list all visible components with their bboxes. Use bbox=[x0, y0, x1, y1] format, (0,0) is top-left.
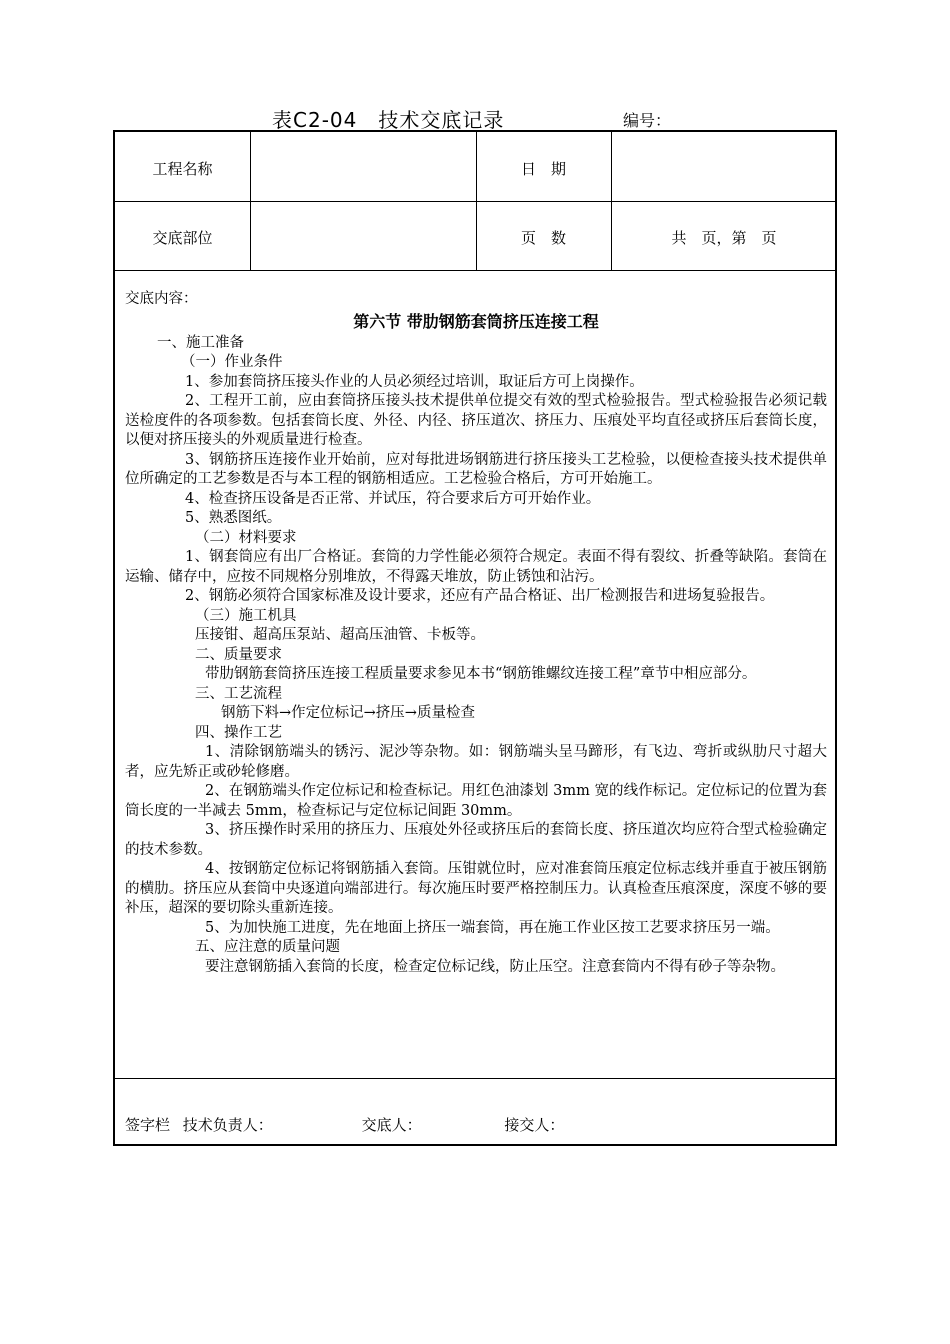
column-divider bbox=[476, 132, 477, 270]
title-row bbox=[0, 104, 950, 132]
content-line: （三）施工机具 bbox=[195, 607, 297, 624]
content-line: 五、应注意的质量问题 bbox=[195, 939, 340, 955]
disclosure-form bbox=[113, 130, 837, 1146]
pages-value: 共 页，第 页 bbox=[671, 229, 777, 247]
content-intro: 交底内容： bbox=[125, 291, 198, 307]
content-line: 1、参加套筒挤压接头作业的人员必须经过培训，取证后方可上岗操作。 bbox=[185, 373, 644, 390]
project-name-field[interactable] bbox=[251, 132, 476, 200]
part-label: 交底部位 bbox=[152, 229, 213, 247]
content-line: 四、操作工艺 bbox=[195, 724, 282, 741]
content-line: （一）作业条件 bbox=[181, 354, 283, 370]
row-divider bbox=[115, 1078, 835, 1079]
content-line: 要注意钢筋插入套筒的长度，检查定位标记线，防止压空。注意套筒内不得有砂子等杂物。 bbox=[205, 958, 785, 975]
content-line: 3、挤压操作时采用的挤压力、压痕处外径或挤压后的套筒长度、挤压道次均应符合型式检验确定的技术参数。 bbox=[125, 822, 827, 858]
pages-label: 页 数 bbox=[520, 229, 566, 247]
project-name-label: 工程名称 bbox=[152, 160, 213, 178]
discloser-label: 交底人： bbox=[361, 1116, 422, 1134]
number-label: 编号： bbox=[623, 111, 672, 130]
content-line: 2、工程开工前，应由套筒挤压接头技术提供单位提交有效的型式检验报告。型式检验报告必须记载送检度件的各项参数。包括套筒长度、外径、内径、挤压道次、挤压力、压痕处平均直径或挤压后套筒长度，以便对挤压接头的外观质量进行检查。 bbox=[125, 393, 827, 448]
content-line: 5、为加快施工进度，先在地面上挤压一端套筒，再在施工作业区按工艺要求挤压另一端。 bbox=[205, 919, 780, 936]
section-heading: 第六节 带肋钢筋套筒挤压连接工程 bbox=[353, 311, 599, 331]
date-label: 日 期 bbox=[520, 160, 566, 178]
signature-label: 签字栏 bbox=[125, 1116, 171, 1134]
content-line: 三、工艺流程 bbox=[195, 685, 282, 702]
tech-lead-label: 技术负责人： bbox=[182, 1116, 273, 1134]
content-line: （二）材料要求 bbox=[195, 529, 297, 546]
document-title: 表C2-04 技术交底记录 bbox=[272, 108, 505, 132]
content-line: 带肋钢筋套筒挤压连接工程质量要求参见本书“钢筋锥螺纹连接工程”章节中相应部分。 bbox=[205, 666, 757, 682]
content-line: 二、质量要求 bbox=[195, 646, 282, 663]
receiver-label: 接交人： bbox=[504, 1116, 565, 1134]
date-field[interactable] bbox=[612, 132, 837, 200]
row-divider bbox=[115, 270, 835, 271]
content-line: 2、钢筋必须符合国家标准及设计要求，还应有产品合格证、出厂检测报告和进场复验报告。 bbox=[185, 588, 775, 604]
part-field[interactable] bbox=[251, 202, 476, 270]
signature-row bbox=[125, 1114, 564, 1135]
content-line: 3、钢筋挤压连接作业开始前，应对每批进场钢筋进行挤压接头工艺检验，以便检查接头技术提供单位所确定的工艺参数是否与本工程的钢筋相适应。工艺检验合格后，方可开始施工。 bbox=[125, 451, 827, 487]
content-line: 一、施工准备 bbox=[157, 334, 244, 351]
content-line: 5、熟悉图纸。 bbox=[185, 510, 282, 526]
content-line: 2、在钢筋端头作定位标记和检查标记。用红色油漆划 3mm 宽的线作标记。定位标记的位置为套筒长度的一半减去 5mm，检查标记与定位标记间距 30mm。 bbox=[125, 783, 827, 819]
content-line: 1、钢套筒应有出厂合格证。套筒的力学性能必须符合规定。表面不得有裂纹、折叠等缺陷。套筒在运输、储存中，应按不同规格分别堆放，不得露天堆放，防止锈蚀和沾污。 bbox=[125, 549, 827, 585]
content-line: 1、清除钢筋端头的锈污、泥沙等杂物。如：钢筋端头呈马蹄形，有飞边、弯折或纵肋尺寸超大者，应先矫正或砂轮修磨。 bbox=[125, 744, 827, 780]
content-line: 4、检查挤压设备是否正常、并试压，符合要求后方可开始作业。 bbox=[185, 490, 601, 507]
content-line: 钢筋下料→作定位标记→挤压→质量检查 bbox=[221, 705, 475, 721]
content-line: 压接钳、超高压泵站、超高压油管、卡板等。 bbox=[195, 627, 485, 643]
disclosure-content bbox=[125, 290, 827, 977]
content-line: 4、按钢筋定位标记将钢筋插入套筒。压钳就位时，应对准套筒压痕定位标志线并垂直于被压钢筋的横肋。挤压应从套筒中央逐道向端部进行。每次施压时要严格控制压力。认真检查压痕深度，深度不够的要补压，超深的要切除头重新连接。 bbox=[125, 861, 827, 916]
